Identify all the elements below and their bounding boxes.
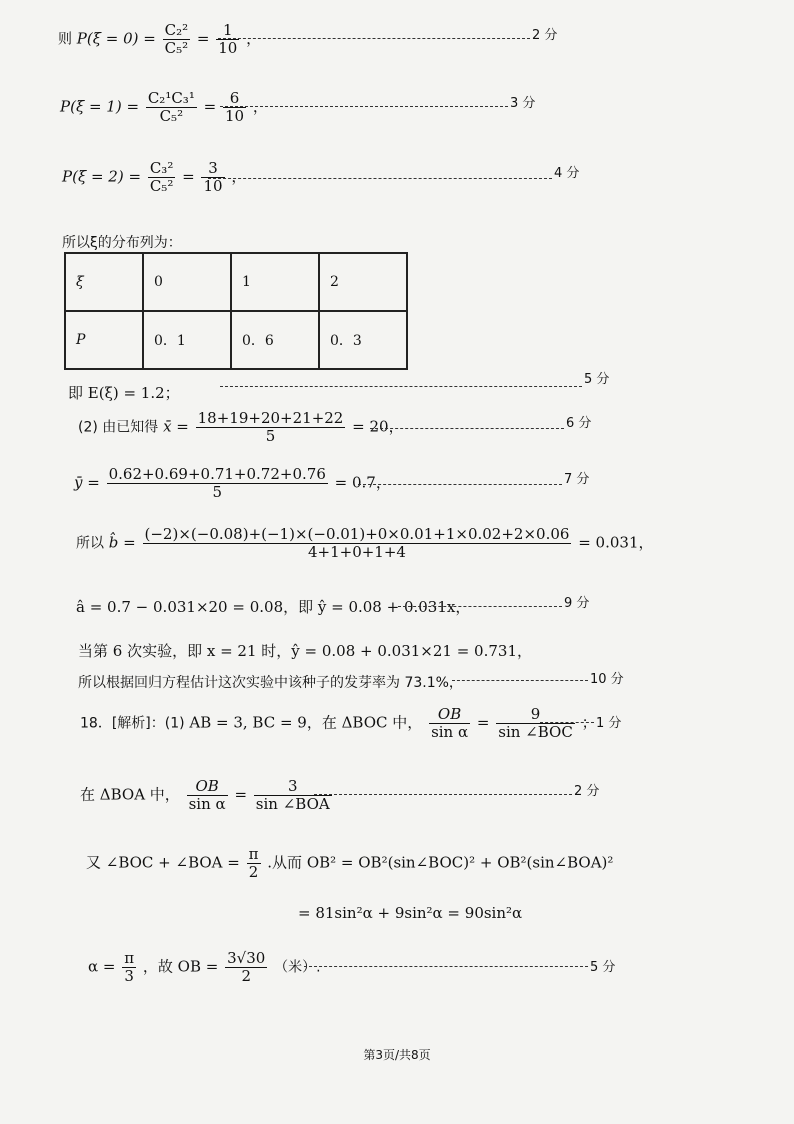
lhs: x̄ = — [163, 417, 189, 436]
ahat-line: â = 0.7 − 0.031×20 = 0.08，即 ŷ = 0.08 + 0.031x， — [76, 598, 471, 616]
score-leader — [220, 106, 508, 107]
lhs: P(ξ = 1) = — [60, 97, 140, 116]
score-mark: 1 分 — [596, 716, 622, 731]
equals: = — [182, 167, 195, 186]
fraction — [223, 90, 246, 125]
table-cell: 0．3 — [319, 311, 407, 369]
score-leader — [304, 966, 588, 967]
angles-line — [86, 846, 613, 881]
numerator: 3 — [254, 778, 332, 796]
line-prefix: 又 ∠BOC + ∠BOA = — [86, 853, 240, 872]
denominator: 10 — [218, 39, 238, 57]
numerator: C₃² — [149, 159, 174, 177]
denominator: sin α — [188, 795, 226, 813]
tail: ， — [252, 97, 268, 116]
denominator: 2 — [241, 967, 251, 985]
score-mark: 10 分 — [590, 672, 624, 687]
rhs: .从而 OB² = OB²(sin∠BOC)² + OB²(sin∠BOA)² — [267, 853, 614, 872]
fraction — [216, 22, 239, 57]
lhs: P(ξ = 0) = — [76, 29, 156, 48]
table-row — [65, 311, 407, 369]
fraction — [148, 160, 176, 195]
distribution-table — [64, 252, 408, 370]
rhs: = 0.7， — [334, 473, 391, 492]
numerator: 0.62+0.69+0.71+0.72+0.76 — [108, 465, 326, 483]
score-leader — [398, 606, 562, 607]
denominator: 5 — [212, 483, 222, 501]
numerator: π — [248, 845, 259, 863]
line-p0 — [58, 22, 261, 57]
score-mark: 9 分 — [564, 596, 590, 611]
lhs: ȳ = — [74, 473, 100, 492]
fraction — [146, 90, 197, 125]
denominator: sin α — [431, 723, 469, 741]
fraction — [247, 846, 261, 881]
denominator: 4+1+0+1+4 — [307, 543, 406, 561]
table-cell: 1 — [231, 253, 319, 311]
score-leader — [218, 38, 530, 39]
table-row — [65, 253, 407, 311]
ybar-line — [74, 466, 391, 501]
score-mark: 6 分 — [566, 416, 592, 431]
fraction — [187, 778, 228, 813]
tail: ； — [581, 713, 597, 732]
score-leader — [220, 386, 582, 387]
score-mark: 3 分 — [510, 96, 536, 111]
conclusion-line: 所以根据回归方程估计这次实验中该种子的发芽率为 73.1%， — [78, 675, 463, 691]
lhs: P(ξ = 2) = — [62, 167, 142, 186]
denominator: C₅² — [159, 107, 184, 125]
sum-line: = 81sin²α + 9sin²α = 90sin²α — [298, 904, 523, 922]
numerator: 6 — [223, 90, 246, 108]
fraction — [254, 778, 332, 813]
given: AB = 3, BC = 9，在 ΔBOC 中， — [189, 713, 423, 732]
fraction — [429, 706, 470, 741]
score-leader — [540, 722, 594, 723]
numerator: 18+19+20+21+22 — [197, 409, 344, 427]
line-prefix: 所以 — [76, 535, 104, 552]
xbar-line — [78, 410, 404, 445]
table-cell: 0 — [143, 253, 231, 311]
row-label: ξ — [65, 253, 143, 311]
equals: = — [203, 97, 217, 116]
tail: ， — [231, 167, 247, 186]
denominator: sin ∠BOA — [255, 795, 330, 813]
denominator: 5 — [265, 427, 276, 445]
fraction — [163, 22, 191, 57]
score-mark: 2 分 — [574, 784, 600, 799]
q18-line — [80, 706, 597, 741]
score-mark: 7 分 — [564, 472, 590, 487]
line-prefix: 在 ΔBOA 中， — [80, 785, 180, 804]
denominator: 10 — [203, 177, 223, 195]
final-line — [88, 950, 321, 985]
score-leader — [370, 428, 564, 429]
question-number: 18．[解析]：(1) — [80, 715, 185, 732]
mid: ，故 OB = — [142, 957, 219, 976]
numerator: OB — [187, 778, 228, 796]
score-leader — [314, 794, 572, 795]
numerator: C₂² — [164, 21, 189, 39]
numerator: 3 — [201, 160, 224, 178]
score-mark: 5 分 — [590, 960, 616, 975]
equals: = — [196, 29, 210, 48]
page-footer: 第3页/共8页 — [363, 1048, 431, 1062]
score-mark: 5 分 — [584, 372, 610, 387]
denominator: sin ∠BOC — [498, 723, 573, 741]
numerator: C₂¹C₃¹ — [147, 89, 195, 107]
equals: = — [476, 713, 490, 732]
lhs: b̂ = — [108, 533, 136, 552]
line-prefix: 则 — [58, 31, 72, 48]
bhat-line — [76, 526, 654, 561]
fraction — [107, 466, 328, 501]
numerator: 1 — [216, 22, 239, 40]
table-cell: 2 — [319, 253, 407, 311]
rhs: = 0.031， — [578, 533, 654, 552]
score-leader — [452, 680, 588, 681]
expectation-line: 即 E(ξ) = 1.2； — [68, 384, 180, 402]
equals: = — [234, 785, 248, 804]
score-mark: 2 分 — [532, 28, 558, 43]
score-leader — [208, 178, 552, 179]
tail: ， — [246, 29, 262, 48]
denominator: 3 — [124, 967, 134, 985]
denominator: 10 — [224, 107, 245, 125]
sixth-experiment-line: 当第 6 次实验，即 x = 21 时，ŷ = 0.08 + 0.031×21 = 0.731， — [78, 642, 532, 660]
fraction — [196, 410, 346, 445]
fraction — [122, 950, 136, 985]
line-prefix: (2) 由已知得 — [78, 419, 159, 436]
distribution-intro: 所以ξ的分布列为： — [62, 235, 182, 251]
numerator: (−2)×(−0.08)+(−1)×(−0.01)+0×0.01+1×0.02+2×0.06 — [144, 525, 570, 543]
rhs: = 20， — [352, 417, 404, 436]
fraction — [496, 706, 575, 741]
boa-line — [80, 778, 334, 813]
fraction — [143, 526, 572, 561]
tail: （米）. — [274, 959, 321, 976]
numerator: OB — [429, 706, 470, 724]
fraction — [225, 950, 267, 985]
numerator: 9 — [496, 706, 575, 724]
score-leader — [358, 484, 562, 485]
score-mark: 4 分 — [554, 166, 580, 181]
row-label: P — [65, 311, 143, 369]
denominator: C₅² — [149, 177, 174, 195]
numerator: π — [124, 949, 135, 967]
table-cell: 0．6 — [231, 311, 319, 369]
denominator: C₅² — [164, 39, 189, 57]
lhs: α = — [88, 957, 116, 976]
table-cell: 0．1 — [143, 311, 231, 369]
denominator: 2 — [248, 863, 259, 881]
line-p1 — [60, 90, 268, 125]
numerator: 3√30 — [227, 949, 266, 967]
